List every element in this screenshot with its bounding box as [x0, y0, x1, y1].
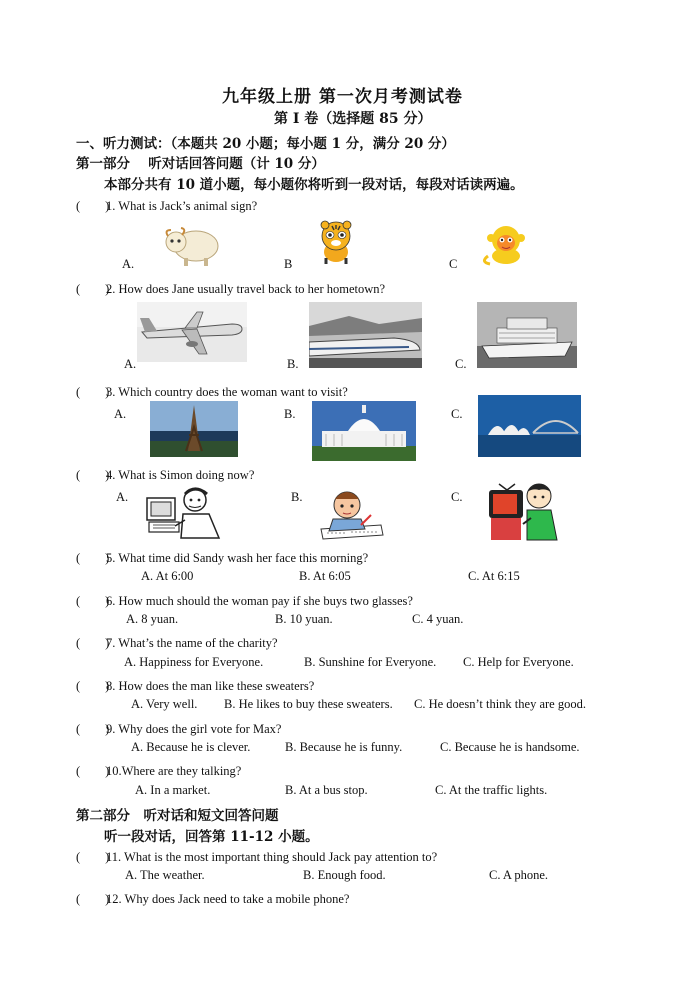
answer-blank[interactable]: ( ): [76, 199, 110, 213]
option-b[interactable]: B. Because he is funny.: [285, 740, 403, 754]
eiffel-tower-photo: [150, 401, 238, 457]
part2-header: 第二部分 听对话和短文回答问题: [76, 808, 279, 824]
option-b[interactable]: B. Sunshine for Everyone.: [304, 655, 437, 669]
option-a[interactable]: A. The weather.: [125, 868, 205, 882]
option-a-label: A.: [114, 407, 127, 421]
cruise-ship-photo: [477, 302, 577, 368]
question-12: [76, 889, 349, 907]
question-9: [76, 719, 281, 737]
option-c[interactable]: C. A phone.: [489, 868, 549, 882]
page-title: 九年级上册 第一次月考测试卷: [222, 87, 463, 107]
question-5: [76, 548, 368, 566]
option-a[interactable]: A. Very well.: [131, 697, 198, 711]
question-10: [76, 761, 241, 779]
answer-blank[interactable]: ( ): [76, 468, 110, 482]
option-b[interactable]: B. He likes to buy these sweaters.: [224, 697, 393, 711]
option-c[interactable]: C. Help for Everyone.: [463, 655, 574, 669]
monkey-icon: [480, 222, 528, 266]
option-c[interactable]: C. He doesn’t think they are good.: [414, 697, 586, 711]
option-b[interactable]: B. At a bus stop.: [285, 783, 368, 797]
tiger-icon: [312, 218, 360, 266]
option-b[interactable]: B. At 6:05: [299, 569, 351, 583]
option-a-label: A.: [124, 357, 137, 371]
part2-instruction: 听一段对话，回答第 11-12 小题。: [104, 829, 319, 845]
answer-blank[interactable]: ( ): [76, 764, 110, 778]
paper-subtitle: 第 I 卷（选择题 85 分）: [274, 111, 432, 127]
boy-using-computer-icon: [145, 484, 225, 540]
answer-blank[interactable]: ( ): [76, 722, 110, 736]
answer-blank[interactable]: ( ): [76, 892, 110, 906]
airplane-photo: [137, 302, 247, 362]
option-c[interactable]: C. 4 yuan.: [412, 612, 464, 626]
bullet-train-photo: [309, 302, 422, 368]
answer-blank[interactable]: ( ): [76, 282, 110, 296]
question-4: [76, 465, 254, 483]
sydney-opera-house-photo: [478, 395, 581, 457]
option-a[interactable]: A. Happiness for Everyone.: [124, 655, 264, 669]
question-text: 11. What is the most important thing should Jack pay attention to?: [106, 850, 438, 864]
answer-blank[interactable]: ( ): [76, 636, 110, 650]
question-text: 7. What’s the name of the charity?: [106, 636, 278, 650]
question-text: 1. What is Jack’s animal sign?: [106, 199, 258, 213]
option-c[interactable]: C. At 6:15: [468, 569, 520, 583]
boy-watching-tv-icon: [487, 474, 559, 542]
question-1: [76, 196, 257, 214]
option-c-label: C.: [455, 357, 467, 371]
question-text: 12. Why does Jack need to take a mobile phone?: [106, 892, 350, 906]
option-a[interactable]: A. In a market.: [135, 783, 211, 797]
option-c[interactable]: C. At the traffic lights.: [435, 783, 548, 797]
option-b-label: B: [284, 257, 293, 271]
question-text: 10.Where are they talking?: [106, 764, 242, 778]
option-a-label: A.: [116, 490, 129, 504]
option-a[interactable]: A. 8 yuan.: [126, 612, 179, 626]
boy-writing-icon: [317, 485, 387, 541]
question-text: 9. Why does the girl vote for Max?: [106, 722, 282, 736]
part1-header: 第一部分 听对话回答问题（计 10 分）: [76, 156, 325, 172]
question-text: 2. How does Jane usually travel back to her hometown?: [106, 282, 386, 296]
question-7: [76, 633, 278, 651]
question-2: [76, 279, 385, 297]
part1-instruction: 本部分共有 10 道小题，每小题你将听到一段对话，每段对话读两遍。: [104, 177, 524, 193]
question-11: [76, 847, 437, 865]
option-a-label: A.: [122, 257, 135, 271]
question-text: 3. Which country does the woman want to visit?: [106, 385, 348, 399]
option-c[interactable]: C. Because he is handsome.: [440, 740, 580, 754]
section-header: 一、听力测试：（本题共 20 小题；每小题 1 分，满分 20 分）: [76, 136, 455, 152]
answer-blank[interactable]: ( ): [76, 850, 110, 864]
question-6: [76, 591, 413, 609]
option-a[interactable]: A. At 6:00: [141, 569, 194, 583]
answer-blank[interactable]: ( ): [76, 551, 110, 565]
option-c-label: C: [449, 257, 458, 271]
answer-blank[interactable]: ( ): [76, 594, 110, 608]
question-8: [76, 676, 314, 694]
option-b-label: B.: [287, 357, 299, 371]
option-b-label: B.: [291, 490, 303, 504]
option-b[interactable]: B. 10 yuan.: [275, 612, 333, 626]
question-text: 8. How does the man like these sweaters?: [106, 679, 315, 693]
capitol-building-photo: [312, 401, 416, 461]
question-text: 4. What is Simon doing now?: [106, 468, 255, 482]
answer-blank[interactable]: ( ): [76, 679, 110, 693]
sheep-icon: [162, 222, 222, 268]
option-c-label: C.: [451, 490, 463, 504]
option-a[interactable]: A. Because he is clever.: [131, 740, 251, 754]
answer-blank[interactable]: ( ): [76, 385, 110, 399]
option-c-label: C.: [451, 407, 463, 421]
question-3: [76, 382, 348, 400]
question-text: 6. How much should the woman pay if she buys two glasses?: [106, 594, 413, 608]
option-b[interactable]: B. Enough food.: [303, 868, 386, 882]
option-b-label: B.: [284, 407, 296, 421]
question-text: 5. What time did Sandy wash her face this morning?: [106, 551, 369, 565]
